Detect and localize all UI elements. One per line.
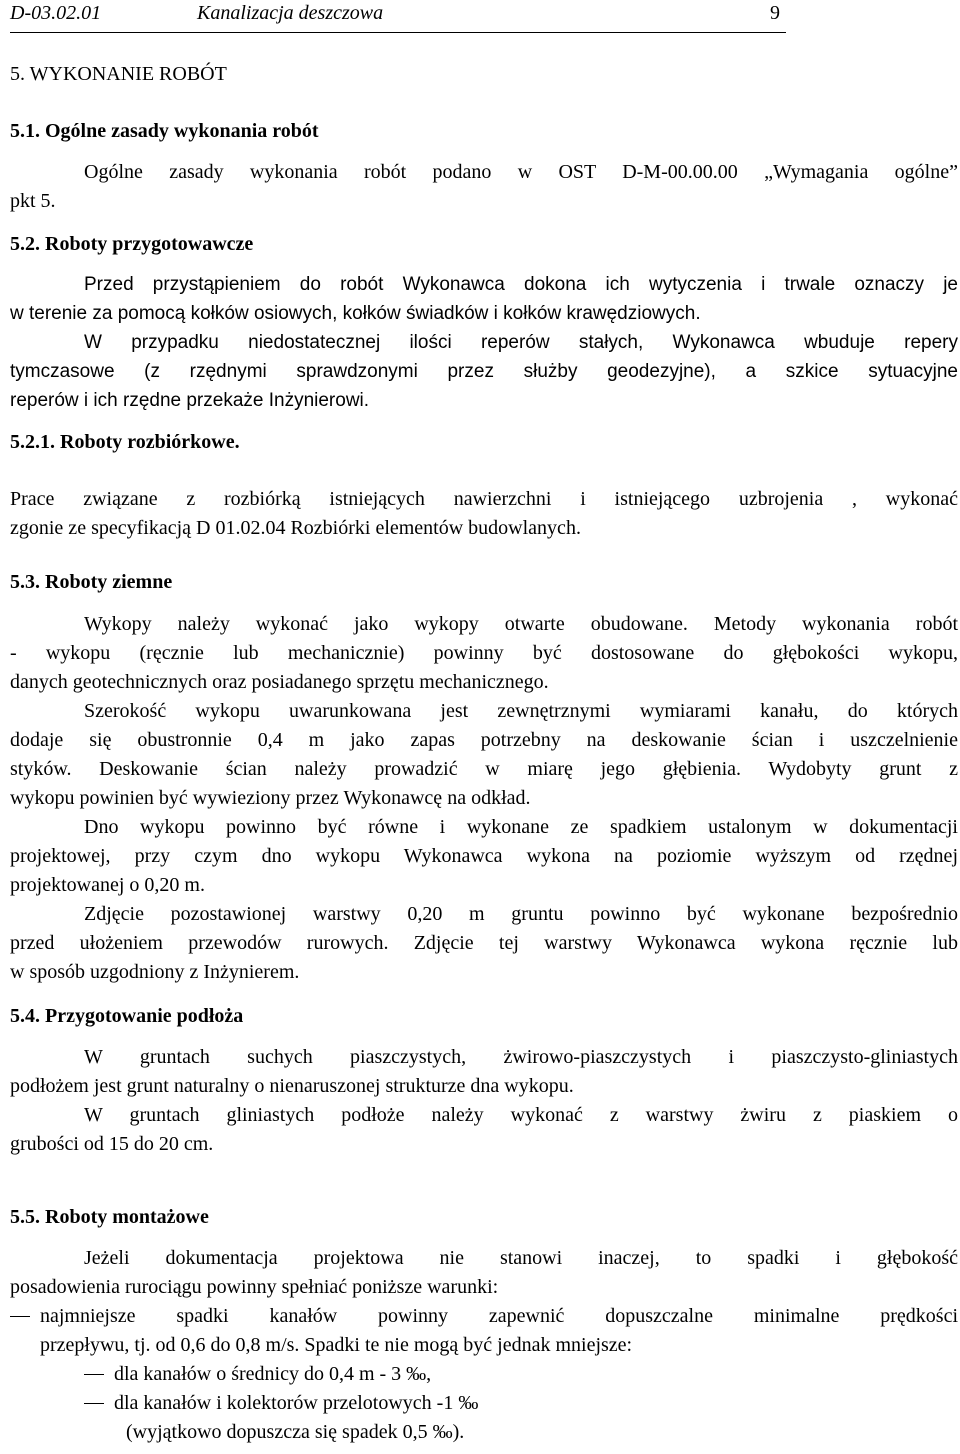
paragraph-line: Zdjęcie pozostawionej warstwy 0,20 m gruntu powinno być wykonane bezpośrednio [84, 903, 958, 925]
paragraph-line: posadowienia rurociągu powinny spełniać poniższe warunki: [10, 1276, 499, 1298]
paragraph-line: projektowej, przy czym dno wykopu Wykonawca wykona na poziomie wyższym od rzędnej [10, 845, 958, 867]
heading-5-4: 5.4. Przygotowanie podłoża [10, 1005, 244, 1027]
paragraph-line: zgonie ze specyfikacją D 01.02.04 Rozbiórki elementów budowlanych. [10, 517, 581, 539]
list-item-line: (wyjątkowo dopuszcza się spadek 0,5 ‰). [126, 1421, 465, 1443]
paragraph-line: wykopu powinien być wywieziony przez Wykonawcę na odkład. [10, 787, 531, 809]
paragraph-line: Jeżeli dokumentacja projektowa nie stanowi inaczej, to spadki i głębokość [84, 1247, 958, 1269]
paragraph-line: Prace związane z rozbiórką istniejących nawierzchni i istniejącego uzbrojenia , wykonać [10, 488, 958, 510]
paragraph-line: w sposób uzgodniony z Inżynierem. [10, 961, 300, 983]
paragraph-line: przed ułożeniem przewodów rurowych. Zdjęcie tej warstwy Wykonawca wykona ręcznie lub [10, 932, 958, 954]
paragraph-line: reperów i ich rzędne przekaże Inżynierowi. [10, 390, 370, 411]
heading-5: 5. WYKONANIE ROBÓT [10, 63, 227, 85]
paragraph-line: - wykopu (ręcznie lub mechanicznie) powinny być dostosowane do głębokości wykopu, [10, 642, 958, 664]
header-page-number: 9 [770, 2, 780, 24]
paragraph-line: Wykopy należy wykonać jako wykopy otwarte obudowane. Metody wykonania robót [84, 613, 958, 635]
heading-5-2: 5.2. Roboty przygotowawcze [10, 233, 254, 255]
dash-bullet [84, 1374, 104, 1375]
heading-5-2-1: 5.2.1. Roboty rozbiórkowe. [10, 431, 240, 453]
dash-bullet [10, 1316, 30, 1317]
list-item-line: dla kanałów i kolektorów przelotowych -1 ‰ [114, 1392, 479, 1414]
paragraph-line: danych geotechnicznych oraz posiadanego sprzętu mechanicznego. [10, 671, 549, 693]
paragraph-line: Przed przystąpieniem do robót Wykonawca dokona ich wytyczenia i trwale oznaczy je [84, 274, 958, 295]
heading-5-5: 5.5. Roboty montażowe [10, 1206, 209, 1228]
paragraph-line: Szerokość wykopu uwarunkowana jest zewnętrznymi wymiarami kanału, do których [84, 700, 958, 722]
paragraph-line: dodaje się obustronnie 0,4 m jako zapas potrzebny na deskowanie ścian i uszczelnienie [10, 729, 958, 751]
heading-5-1: 5.1. Ogólne zasady wykonania robót [10, 120, 319, 142]
paragraph-line: W gruntach gliniastych podłoże należy wykonać z warstwy żwiru z piaskiem o [84, 1104, 958, 1126]
list-item-line: dla kanałów o średnicy do 0,4 m - 3 ‰, [114, 1363, 432, 1385]
paragraph-line: projektowanej o 0,20 m. [10, 874, 205, 896]
paragraph-line: tymczasowe (z rzędnymi sprawdzonymi przez służby geodezyjne), a szkice sytuacyjne [10, 361, 958, 382]
paragraph-line: pkt 5. [10, 190, 56, 212]
list-item-line: przepływu, tj. od 0,6 do 0,8 m/s. Spadki te nie mogą być jednak mniejsze: [40, 1334, 633, 1356]
paragraph-line: grubości od 15 do 20 cm. [10, 1133, 214, 1155]
dash-bullet [84, 1403, 104, 1404]
heading-5-3: 5.3. Roboty ziemne [10, 571, 173, 593]
paragraph-line: styków. Deskowanie ścian należy prowadzić w miarę jego głębienia. Wydobyty grunt z [10, 758, 958, 780]
paragraph-line: W przypadku niedostatecznej ilości reperów stałych, Wykonawca wbuduje repery [84, 332, 958, 353]
page-header [10, 0, 786, 33]
paragraph-line: Dno wykopu powinno być równe i wykonane ze spadkiem ustalonym w dokumentacji [84, 816, 958, 838]
header-doc-code: D-03.02.01 [10, 2, 102, 24]
paragraph-line: W gruntach suchych piaszczystych, żwirowo-piaszczystych i piaszczysto-gliniastych [84, 1046, 958, 1068]
paragraph-line: w terenie za pomocą kołków osiowych, kołków świadków i kołków krawędziowych. [10, 303, 701, 324]
paragraph-line: podłożem jest grunt naturalny o nienaruszonej strukturze dna wykopu. [10, 1075, 574, 1097]
header-doc-title: Kanalizacja deszczowa [197, 2, 384, 24]
paragraph-line: Ogólne zasady wykonania robót podano w OST D-M-00.00.00 „Wymagania ogólne” [84, 161, 958, 183]
list-item-line: najmniejsze spadki kanałów powinny zapewnić dopuszczalne minimalne prędkości [40, 1305, 958, 1327]
